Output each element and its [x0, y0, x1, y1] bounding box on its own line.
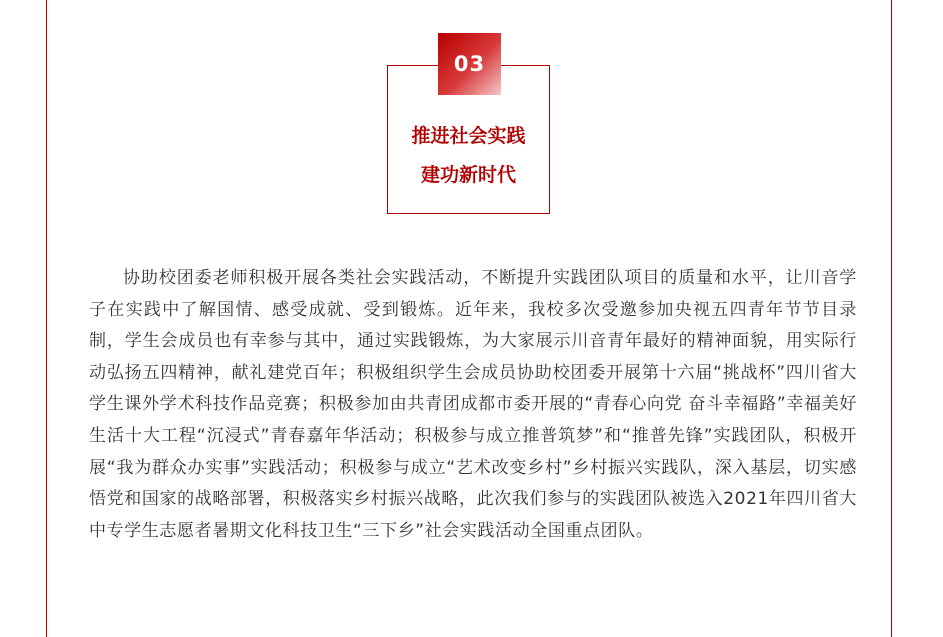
body-paragraph: 协助校团委老师积极开展各类社会实践活动，不断提升实践团队项目的质量和水平，让川音学子在实践中了解国情、感受成就、受到锻炼。近年来，我校多次受邀参加央视五四青年节节目录制，学生会成员也有幸参与其中，通过实践锻炼，为大家展示川音青年最好的精神面貌，用实际行动弘扬五四精神，献礼建党百年；积极组织学生会成员协助校团委开展第十六届“挑战杯”四川省大学生课外学术科技作品竞赛；积极参加由共青团成都市委开展的“青春心向党 奋斗幸福路”幸福美好生活十大工程“沉浸式”青春嘉年华活动；积极参与成立推普筑梦”和“推普先锋”实践团队，积极开展“我为群众办实事”实践活动；积极参与成立“艺术改变乡村”乡村振兴实践队，深入基层，切实感悟党和国家的战略部署，积极落实乡村振兴战略，此次我们参与的实践团队被选入2021年四川省大中专学生志愿者暑期文化科技卫生“三下乡”社会实践活动全国重点团队。 [89, 268, 857, 541]
section-number-badge: 03 [438, 33, 501, 95]
section-title-line-1: 推进社会实践 [411, 125, 526, 147]
right-border-line [891, 0, 892, 637]
section-title-line-2: 建功新时代 [420, 164, 516, 186]
left-border-line [46, 0, 47, 637]
